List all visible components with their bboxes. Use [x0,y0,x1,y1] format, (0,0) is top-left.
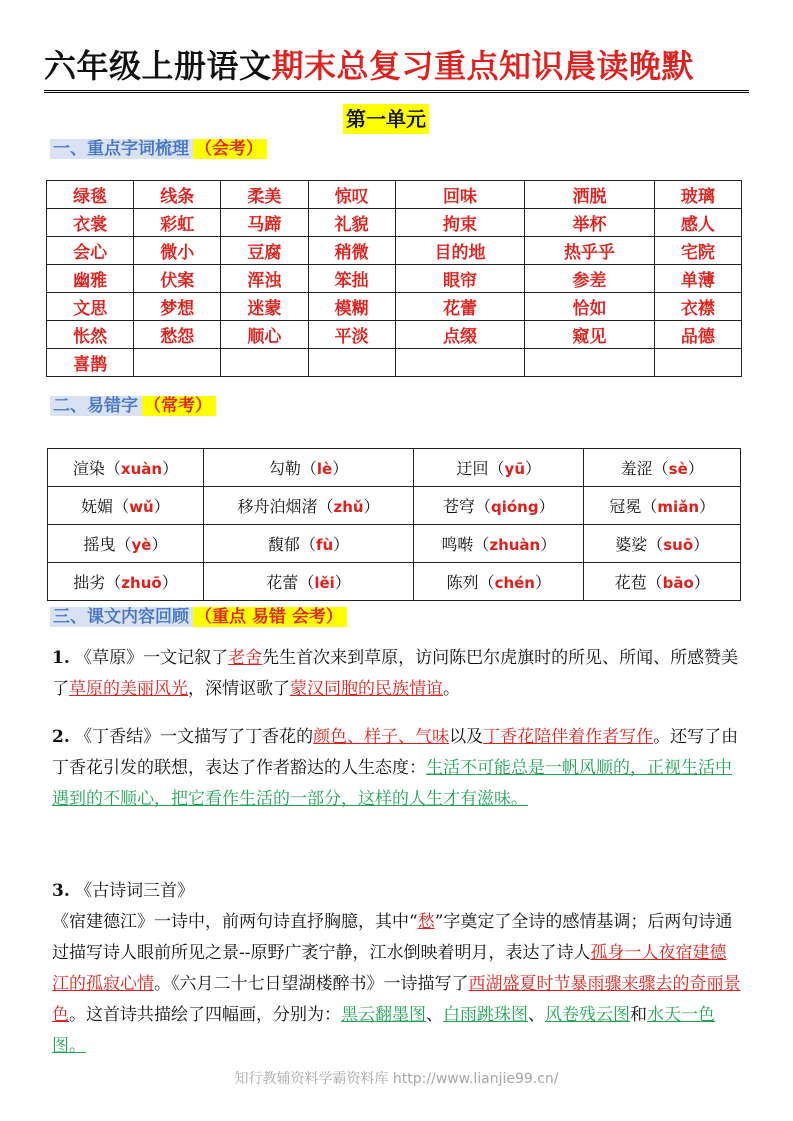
word: 冠冕 [609,497,642,516]
table-cell: 恰如 [525,293,655,321]
pinyin: sè [668,460,688,478]
pinyin: chén [494,574,535,592]
paren-close: ） [153,497,170,516]
section1-title: 一、重点字词梳理 [50,139,193,159]
paren-close: ） [525,459,542,478]
text-run: 。《六月二十七日望湖楼醉书》一诗描写了 [154,974,469,994]
table-cell: 宅院 [654,237,741,265]
table-cell [203,449,413,487]
table-cell [584,487,741,525]
footer-watermark: 知行教辅资料学霸资料库 http://www.lianjie99.cn/ [234,1071,559,1087]
paren-open: （ [105,573,122,592]
table-cell: 拘束 [395,209,525,237]
section1-heading [50,136,267,162]
word: 迂回 [456,459,489,478]
table-cell: 回味 [395,181,525,209]
pinyin: lè [316,460,333,478]
review-paragraph-1 [52,643,742,705]
table-cell: 单薄 [654,265,741,293]
paren-open: （ [299,535,316,554]
paren-close: ） [535,573,552,592]
highlight-green: 风卷残云图 [545,1005,630,1025]
table-cell: 微小 [134,237,221,265]
paren-close: ） [161,573,178,592]
table-cell: 梦想 [134,293,221,321]
text-run: 先生首次来到草原，访问陈巴尔虎旗时的所见、所闻、所感赞美了 [52,648,739,699]
word: 苍穹 [442,497,475,516]
table-cell [48,525,204,563]
word: 花蕾 [266,573,299,592]
table-row [48,487,741,525]
table-cell [584,525,741,563]
paren-close: ） [540,535,557,554]
table-cell [414,525,584,563]
paren-close: ） [687,459,704,478]
table-cell: 衣裳 [47,209,134,237]
item-number: 3. [52,881,70,901]
highlight-red: 草原的美丽风光 [69,679,188,699]
review-paragraph-3 [52,876,742,1062]
text-run: 、 [426,1005,443,1025]
table-cell: 怅然 [47,321,134,349]
table-cell: 绿毯 [47,181,134,209]
table-cell: 品德 [654,321,741,349]
table-cell [414,449,584,487]
table-cell [414,563,584,601]
table-cell: 花蕾 [395,293,525,321]
pinyin: lěi [314,574,335,592]
pinyin: zhǔ [333,498,364,516]
paren-open: （ [652,459,669,478]
table-cell: 伏案 [134,265,221,293]
pinyin: fù [315,536,334,554]
table-cell: 玻璃 [654,181,741,209]
paren-close: ） [162,459,179,478]
paren-open: （ [647,535,664,554]
table-row [47,265,742,293]
highlight-red: 颜色、样子、气味 [313,727,450,747]
word: 羞涩 [620,459,653,478]
table-cell [395,349,525,377]
paren-close: ） [363,497,380,516]
highlight-red: 老舍 [228,648,263,668]
highlight-red: 蒙汉同胞的民族情谊 [290,679,443,699]
paren-close: ） [151,535,168,554]
pinyin: wǔ [129,498,154,516]
table-cell: 热乎乎 [525,237,655,265]
paren-open: （ [104,459,121,478]
table-cell: 点缀 [395,321,525,349]
paren-close: ） [538,497,555,516]
paren-open: （ [474,497,491,516]
paren-open: （ [488,459,505,478]
text-run: 、 [528,1005,545,1025]
table-cell: 眼帘 [395,265,525,293]
table-row [48,449,741,487]
word: 渲染 [72,459,105,478]
word: 摇曳 [83,535,116,554]
unit-heading: 第一单元 [343,104,429,134]
pinyin: qióng [490,498,539,516]
table-row [47,237,742,265]
pinyin: miǎn [657,498,699,516]
highlight-red: 孤身一人夜宿建德江的孤寂心情 [52,943,727,994]
table-cell [203,525,413,563]
table-cell [584,449,741,487]
text-run: 《宿建德江》一诗中，前两句诗直抒胸臆，其中“ [52,912,418,932]
word: 陈列 [446,573,479,592]
paren-open: （ [646,573,663,592]
table-row [47,293,742,321]
table-row [47,321,742,349]
table-cell [584,563,741,601]
section3-heading [50,604,347,630]
pinyin: zhuàn [489,536,541,554]
word: 婆娑 [615,535,648,554]
table-row [47,181,742,209]
paren-open: （ [317,497,334,516]
highlight-red: 西湖盛夏时节暴雨骤来骤去的奇丽景色 [52,974,741,1025]
highlight-green: 水天一色图。 [52,1005,715,1056]
paren-close: ） [699,497,716,516]
table-cell: 礼貌 [308,209,395,237]
item-number: 2. [52,727,70,747]
paren-close: ） [693,535,710,554]
section3-title: 三、课文内容回顾 [50,607,193,627]
table-cell: 平淡 [308,321,395,349]
text-run: 。这首诗共描绘了四幅画，分别为： [69,1005,341,1025]
highlight-green: 生活不可能总是一帆风顺的，正视生活中遇到的不顺心，把它看作生活的一部分，这样的人生才有滋味。 [52,758,732,809]
title-main: 六年级上册语文 [44,47,272,85]
word: 移舟泊烟渚 [237,497,318,516]
highlight-green: 黑云翻墨图 [341,1005,426,1025]
table-cell: 马蹄 [221,209,308,237]
table-cell: 彩虹 [134,209,221,237]
table-cell: 目的地 [395,237,525,265]
paren-close: ） [332,459,349,478]
paren-open: （ [113,497,130,516]
section2-heading [50,393,216,419]
pinyin: yè [131,536,152,554]
section1-tag: （会考） [193,139,267,159]
table-cell [203,487,413,525]
table-cell: 顺心 [221,321,308,349]
table-cell: 举杯 [525,209,655,237]
paren-open: （ [115,535,132,554]
word: 花苞 [614,573,647,592]
table-cell: 模糊 [308,293,395,321]
table-cell [525,349,655,377]
table-row [48,525,741,563]
text-run: 以及 [449,727,484,747]
paren-open: （ [300,459,317,478]
text-run: 《丁香结》一文描写了丁香花的 [75,727,314,747]
pinyin: suō [663,536,694,554]
text-run: 《草原》一文记叙了 [75,648,229,668]
table-cell [48,487,204,525]
highlight-red: 丁香花陪伴着作者写作 [483,727,654,747]
section3-tag: （重点 易错 会考） [193,607,347,627]
table-cell: 浑浊 [221,265,308,293]
highlight-red: 愁 [417,912,435,932]
text-run: 。还写了由丁香花引发的联想，表达了作者豁达的人生态度： [52,727,739,778]
table-cell: 喜鹊 [47,349,134,377]
table-cell [414,487,584,525]
paren-open: （ [298,573,315,592]
highlight-green: 白雨跳珠图 [443,1005,528,1025]
section2-title: 二、易错字 [50,396,142,416]
review-paragraph-2 [52,722,742,815]
word: 鸣啭 [441,535,474,554]
word: 勾勒 [268,459,301,478]
item-number: 1. [52,648,70,668]
word: 拙劣 [73,573,106,592]
item-header [52,876,742,907]
table-cell [48,449,204,487]
table-row [47,209,742,237]
table-cell: 窥见 [525,321,655,349]
text-run: 。 [443,679,460,699]
table-cell [221,349,308,377]
table-cell [48,563,204,601]
section2-tag: （常考） [142,396,216,416]
paren-open: （ [641,497,658,516]
table-cell: 迷蒙 [221,293,308,321]
paren-close: ） [334,573,351,592]
table-row [47,349,742,377]
error-prone-table [47,448,741,601]
text-run: ”字奠定了全诗的感情基调；后两句诗通过描写诗人眼前所见之景--原野广袤宁静，江水倒映着明月，表达了诗人 [52,912,733,963]
table-cell: 洒脱 [525,181,655,209]
paren-close: ） [333,535,350,554]
table-row [48,563,741,601]
text-run: ，深情讴歌了 [188,679,290,699]
table-cell: 会心 [47,237,134,265]
table-cell: 文思 [47,293,134,321]
table-cell: 幽雅 [47,265,134,293]
page-title [44,44,749,93]
item-title: 《古诗词三首》 [75,881,195,901]
vocabulary-table [46,180,742,377]
table-cell: 衣襟 [654,293,741,321]
pinyin: xuàn [120,460,163,478]
text-run: 和 [630,1005,647,1025]
table-cell: 愁怨 [134,321,221,349]
pinyin: yū [504,460,526,478]
paren-open: （ [473,535,490,554]
table-cell: 感人 [654,209,741,237]
table-cell [308,349,395,377]
paren-close: ） [693,573,710,592]
table-cell: 笨拙 [308,265,395,293]
table-cell: 线条 [134,181,221,209]
paren-open: （ [478,573,495,592]
table-cell [134,349,221,377]
pinyin: bāo [662,574,694,592]
table-cell: 豆腐 [221,237,308,265]
table-cell: 惊叹 [308,181,395,209]
word: 馥郁 [267,535,300,554]
pinyin: zhuō [121,574,162,592]
table-cell [654,349,741,377]
table-cell: 稍微 [308,237,395,265]
title-highlight: 期末总复习重点知识晨读晚默 [271,47,695,85]
word: 妩媚 [81,497,114,516]
table-cell [203,563,413,601]
table-cell: 柔美 [221,181,308,209]
table-cell: 参差 [525,265,655,293]
